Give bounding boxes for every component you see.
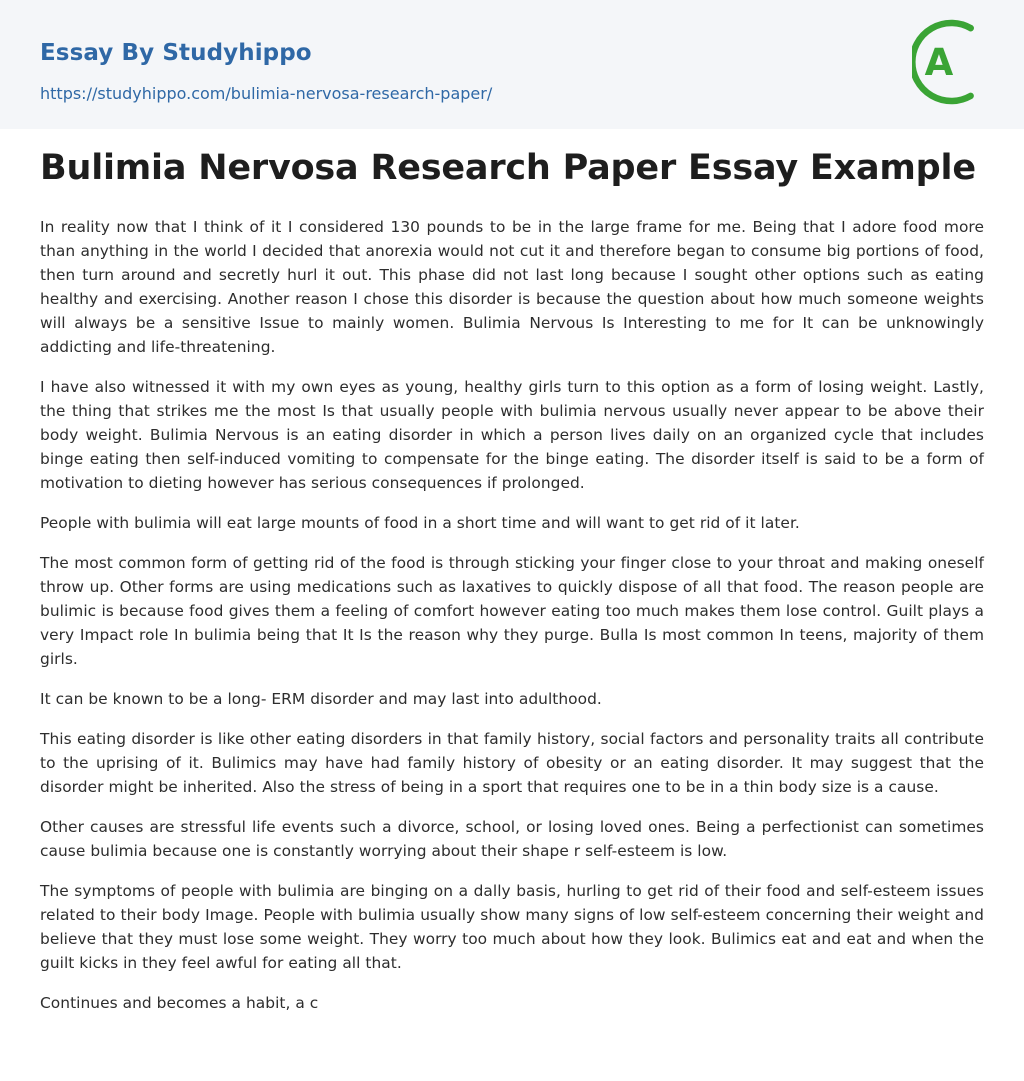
essay-paragraph-8: The symptoms of people with bulimia are binging on a dally basis, hurling to get rid of their food and self-esteem issues related to their body Image. People with bulimia usually show many signs of low self-esteem concerning their weight and believe that they must lose some weight. They worry too much about how they look. Bulimics eat and eat and when the guilt kicks in they feel awful for eating all that. [40, 882, 984, 972]
essay-paragraph-5: It can be known to be a long- ERM disorder and may last into adulthood. [40, 690, 602, 708]
essay-paragraph-7: Other causes are stressful life events such a divorce, school, or losing loved ones. Being a perfectionist can sometimes cause bulimia because one is constantly worrying about their shape r self-esteem is low. [40, 818, 984, 860]
essay-body [40, 215, 984, 1031]
essay-paragraph-6: This eating disorder is like other eating disorders in that family history, social factors and personality traits all contribute to the uprising of it. Bulimics may have had family history of obesity or an eating disorder. It may suggest that the disorder might be inherited. Also the stress of being in a sport that requires one to be in a thin body size is a cause. [40, 730, 984, 796]
essay-paragraph-2: I have also witnessed it with my own eyes as young, healthy girls turn to this option as a form of losing weight. Lastly, the thing that strikes me the most Is that usually people with bulimia nervous usually never appear to be above their body weight. Bulimia Nervous is an eating disorder in which a person lives daily on an organized cycle that includes binge eating then self-induced vomiting to compensate for the binge eating. The disorder itself is said to be a form of motivation to dieting however has serious consequences if prolonged. [40, 378, 984, 492]
essay-paragraph-1: In reality now that I think of it I considered 130 pounds to be in the large frame for me. Being that I adore food more than anything in the world I decided that anorexia would not cut it and therefore began to consume big portions of food, then turn around and secretly hurl it out. This phase did not last long because I sought other options such as eating healthy and exercising. Another reason I chose this disorder is because the question about how much someone weights will always be a sensitive Issue to mainly women. Bulimia Nervous Is Interesting to me for It can be unknowingly addicting and life-threatening. [40, 218, 984, 356]
essay-paragraph-9: Continues and becomes a habit, a c [40, 994, 319, 1012]
essay-paragraph-4: The most common form of getting rid of the food is through sticking your finger close to your throat and making oneself throw up. Other forms are using medications such as laxatives to quickly dispose of all that food. The reason people are bulimic is because food gives them a feeling of comfort however eating too much makes them lose control. Guilt plays a very Impact role In bulimia being that It Is the reason why they purge. Bulla Is most common In teens, majority of them girls. [40, 554, 984, 668]
logo-letter: A [924, 41, 954, 84]
essay-paragraph-3: People with bulimia will eat large mounts of food in a short time and will want to get rid of it later. [40, 514, 800, 532]
site-title[interactable]: Essay By Studyhippo [40, 40, 312, 66]
page-title: Bulimia Nervosa Research Paper Essay Example [40, 148, 976, 188]
article-url-link[interactable]: https://studyhippo.com/bulimia-nervosa-research-paper/ [40, 84, 493, 103]
